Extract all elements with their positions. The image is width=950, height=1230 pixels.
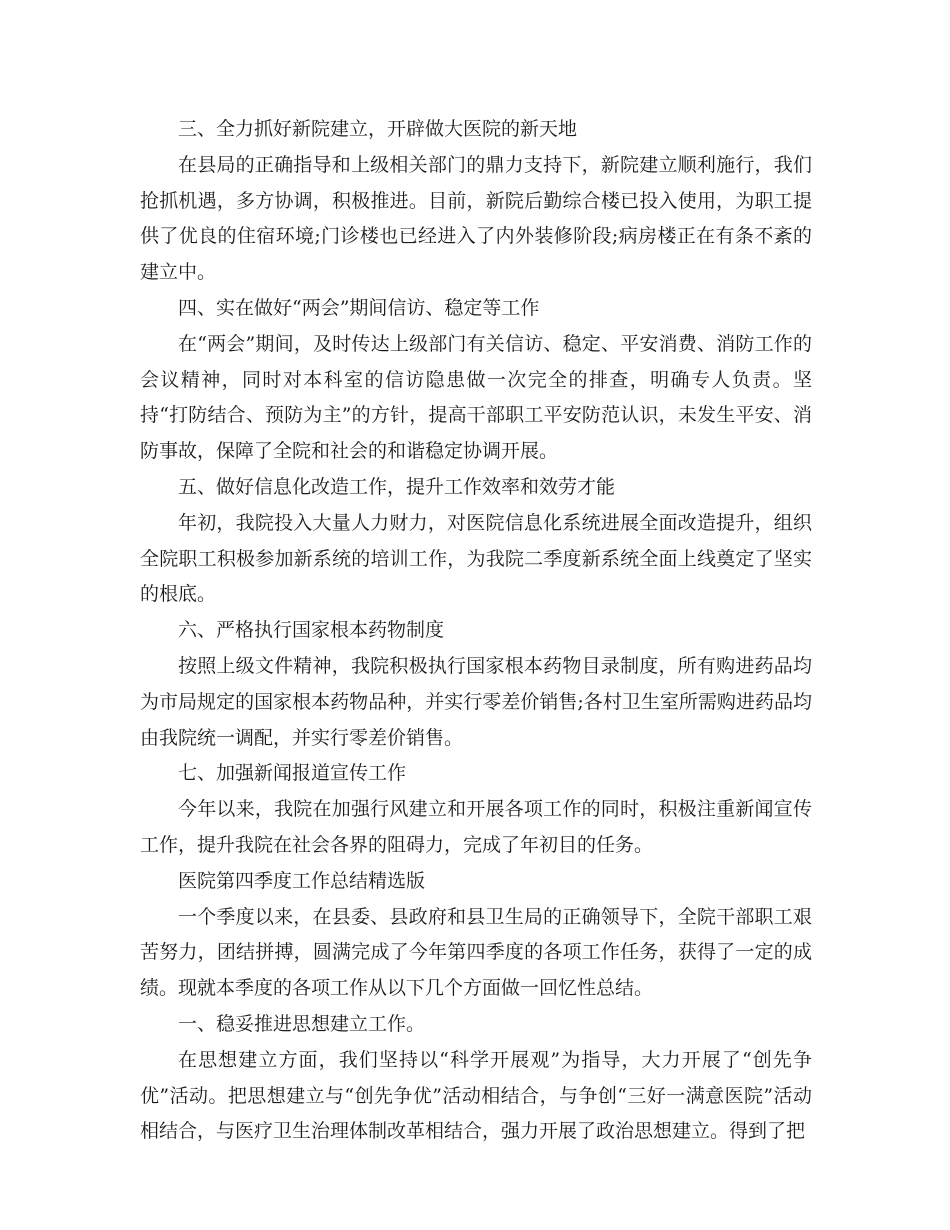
document-body [140,112,812,1150]
paragraph: 在县局的正确指导和上级相关部门的鼎力支持下，新院建立顺利施行，我们抢抓机遇，多方协调，积极推进。目前，新院后勤综合楼已投入使用，为职工提供了优良的住宿环境;门诊楼也已经进入了内外装修阶段;病房楼正在有条不紊的建立中。 [140,153,812,284]
section-heading-5: 五、做好信息化改造工作，提升工作效率和效劳才能 [178,475,616,498]
paragraph: 年初，我院投入大量人力财力，对医院信息化系统进展全面改造提升，组织全院职工积极参加新系统的培训工作，为我院二季度新系统全面上线奠定了坚实的根底。 [140,511,812,606]
section-heading-1: 一、稳妥推进思想建立工作。 [178,1012,426,1035]
document-subtitle: 医院第四季度工作总结精选版 [178,869,426,892]
paragraph: 在“两会”期间，及时传达上级部门有关信访、稳定、平安消费、消防工作的会议精神，同时对本科室的信访隐患做一次完全的排查，明确专人负责。坚持“打防结合、预防为主”的方针，提高干部职工平安防范认识，未发生平安、消防事故，保障了全院和社会的和谐稳定协调开展。 [140,332,812,463]
section-heading-6: 六、严格执行国家根本药物制度 [178,619,445,642]
paragraph: 在思想建立方面，我们坚持以“科学开展观”为指导，大力开展了“创先争优”活动。把思想建立与“创先争优”活动相结合，与争创“三好一满意医院”活动相结合，与医疗卫生治理体制改革相结合，强力开展了政治思想建立。得到了把 [140,1048,812,1143]
paragraph: 今年以来，我院在加强行风建立和开展各项工作的同时，积极注重新闻宣传工作，提升我院在社会各界的阻碍力，完成了年初目的任务。 [140,798,812,856]
paragraph: 按照上级文件精神，我院积极执行国家根本药物目录制度，所有购进药品均为市局规定的国家根本药物品种，并实行零差价销售;各村卫生室所需购进药品均由我院统一调配，并实行零差价销售。 [140,654,812,749]
section-heading-7: 七、加强新闻报道宣传工作 [178,762,407,785]
section-heading-3: 三、全力抓好新院建立，开辟做大医院的新天地 [178,118,578,140]
section-heading-4: 四、实在做好“两会”期间信访、稳定等工作 [178,296,540,319]
paragraph: 一个季度以来，在县委、县政府和县卫生局的正确领导下，全院干部职工艰苦努力，团结拼搏，圆满完成了今年第四季度的各项工作任务，获得了一定的成绩。现就本季度的各项工作从以下几个方面做一回忆性总结。 [140,905,812,1000]
